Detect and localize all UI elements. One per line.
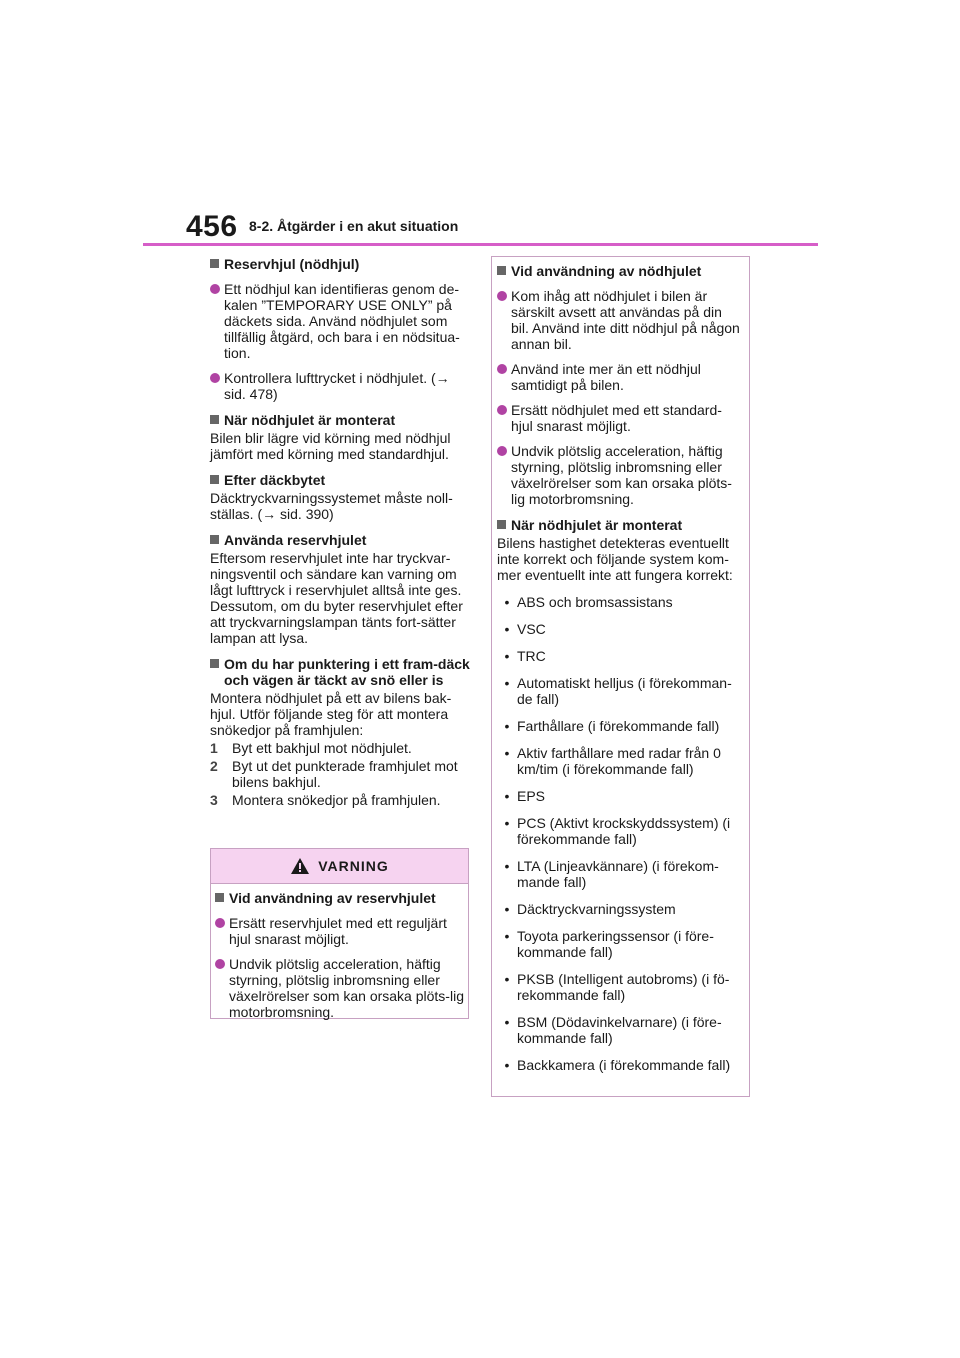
dot-marker: • bbox=[504, 621, 510, 637]
paragraph: Bilens hastighet detekteras eventuellt inte korrekt och följande system kom-mer eventuellt inte att fungera korrekt: bbox=[497, 535, 733, 583]
list-item bbox=[497, 971, 743, 1003]
list-item-text: Däcktryckvarningssystem bbox=[517, 901, 676, 917]
paragraph: Montera nödhjulet på ett av bilens bak-hjul. Utför följande steg för att montera snökedjor på framhjulen: bbox=[210, 690, 452, 738]
left-column bbox=[210, 256, 472, 808]
dot-marker: • bbox=[504, 675, 510, 691]
square-bullet-icon bbox=[210, 659, 219, 668]
circle-bullet-icon bbox=[210, 284, 220, 294]
list-item bbox=[497, 1057, 743, 1073]
circle-bullet-icon bbox=[497, 364, 507, 374]
section-title: 8-2. Åtgärder i en akut situation bbox=[249, 218, 459, 234]
list-item-text: PCS (Aktivt krockskyddssystem) (i förekommande fall) bbox=[517, 815, 731, 847]
step-number: 2 bbox=[210, 758, 218, 774]
step-item bbox=[210, 740, 472, 756]
list-item-text: EPS bbox=[517, 788, 546, 804]
list-item-text: Aktiv farthållare med radar från 0 km/tim (i förekommande fall) bbox=[517, 745, 721, 777]
list-item-text: LTA (Linjeavkännare) (i förekom-mande fall) bbox=[517, 858, 719, 890]
heading-text: När nödhjulet är monterat bbox=[224, 412, 396, 428]
warning-body bbox=[211, 884, 468, 1020]
heading-text: Vid användning av reservhjulet bbox=[229, 890, 436, 906]
dot-marker: • bbox=[504, 901, 510, 917]
dot-marker: • bbox=[504, 815, 510, 831]
list-item bbox=[497, 815, 743, 847]
dot-marker: • bbox=[504, 648, 510, 664]
info-box bbox=[491, 256, 750, 1097]
list-item bbox=[497, 1014, 743, 1046]
heading-text: Vid användning av nödhjulet bbox=[511, 263, 702, 279]
list-item-text: TRC bbox=[517, 648, 546, 664]
dot-marker: • bbox=[504, 1014, 510, 1030]
list-item-text: Toyota parkeringssensor (i före-kommande fall) bbox=[517, 928, 714, 960]
section-heading bbox=[210, 472, 472, 488]
square-bullet-icon bbox=[497, 520, 506, 529]
bullet-text: Undvik plötslig acceleration, häftig styrning, plötslig inbromsning eller växelrörelser som kan orsaka plöts-lig motorbromsning. bbox=[511, 443, 732, 507]
section-heading bbox=[210, 256, 472, 272]
bullet-item bbox=[497, 402, 743, 434]
step-number: 1 bbox=[210, 740, 218, 756]
header-rule bbox=[143, 243, 818, 246]
list-item-text: Farthållare (i förekommande fall) bbox=[517, 718, 720, 734]
section-heading bbox=[215, 890, 464, 906]
bullet-item bbox=[215, 956, 464, 1020]
circle-bullet-icon bbox=[210, 373, 220, 383]
section-heading bbox=[210, 412, 472, 428]
heading-text: Om du har punktering i ett fram-däck och vägen är täckt av snö eller is bbox=[224, 656, 470, 688]
dot-marker: • bbox=[504, 1057, 510, 1073]
list-item bbox=[497, 594, 743, 610]
bullet-item bbox=[497, 361, 743, 393]
circle-bullet-icon bbox=[215, 918, 225, 928]
bullet-item bbox=[215, 915, 464, 947]
heading-text: Reservhjul (nödhjul) bbox=[224, 256, 360, 272]
square-bullet-icon bbox=[210, 475, 219, 484]
list-item bbox=[497, 648, 743, 664]
dot-marker: • bbox=[504, 718, 510, 734]
step-text: Byt ut det punkterade framhjulet mot bilens bakhjul. bbox=[232, 758, 458, 790]
step-number: 3 bbox=[210, 792, 218, 808]
list-item-text: Backkamera (i förekommande fall) bbox=[517, 1057, 731, 1073]
bullet-text: Kom ihåg att nödhjulet i bilen är särskilt avsett att användas på din bil. Använd inte ditt nödhjul på någon annan bil. bbox=[511, 288, 740, 352]
circle-bullet-icon bbox=[497, 291, 507, 301]
step-text: Montera snökedjor på framhjulen. bbox=[232, 792, 441, 808]
bullet-text: Använd inte mer än ett nödhjul samtidigt på bilen. bbox=[511, 361, 701, 393]
list-item-text: ABS och bromsassistans bbox=[517, 594, 673, 610]
dot-marker: • bbox=[504, 928, 510, 944]
warning-triangle-icon bbox=[290, 857, 310, 875]
page-number: 456 bbox=[186, 210, 238, 243]
bullet-text: Ersätt nödhjulet med ett standard-hjul snarast möjligt. bbox=[511, 402, 722, 434]
list-item bbox=[497, 675, 743, 707]
dot-marker: • bbox=[504, 858, 510, 874]
bullet-text: Undvik plötslig acceleration, häftig styrning, plötslig inbromsning eller växelrörelser som kan orsaka plöts-lig motorbromsning. bbox=[229, 956, 464, 1020]
bullet-item bbox=[497, 288, 743, 352]
section-heading bbox=[210, 532, 472, 548]
square-bullet-icon bbox=[210, 415, 219, 424]
step-text: Byt ett bakhjul mot nödhjulet. bbox=[232, 740, 412, 756]
heading-text: Använda reservhjulet bbox=[224, 532, 367, 548]
step-item bbox=[210, 792, 472, 808]
list-item-text: BSM (Dödavinkelvarnare) (i före-kommande fall) bbox=[517, 1014, 722, 1046]
heading-text: När nödhjulet är monterat bbox=[511, 517, 683, 533]
section-heading bbox=[497, 517, 743, 533]
square-bullet-icon bbox=[215, 893, 224, 902]
list-item bbox=[497, 718, 743, 734]
list-item bbox=[497, 901, 743, 917]
section-heading bbox=[210, 656, 472, 688]
list-item bbox=[497, 621, 743, 637]
list-item bbox=[497, 745, 743, 777]
warning-heading: VARNING bbox=[318, 858, 389, 874]
circle-bullet-icon bbox=[215, 959, 225, 969]
paragraph: Däcktryckvarningssystemet måste noll-ställas. (→ sid. 390) bbox=[210, 490, 453, 522]
square-bullet-icon bbox=[210, 535, 219, 544]
list-item bbox=[497, 858, 743, 890]
dot-marker: • bbox=[504, 745, 510, 761]
list-item-text: PKSB (Intelligent autobroms) (i fö-rekommande fall) bbox=[517, 971, 730, 1003]
dot-marker: • bbox=[504, 594, 510, 610]
dot-marker: • bbox=[504, 788, 510, 804]
bullet-text: Kontrollera lufttrycket i nödhjulet. (→ sid. 478) bbox=[224, 370, 450, 402]
warning-box bbox=[210, 848, 469, 1019]
bullet-item bbox=[210, 370, 472, 402]
bullet-text: Ett nödhjul kan identifieras genom de-kalen ”TEMPORARY USE ONLY” på däckets sida. Använd nödhjulet som tillfällig åtgärd, och bara i en nödsitua-tion. bbox=[224, 281, 460, 361]
section-heading bbox=[497, 263, 743, 279]
circle-bullet-icon bbox=[497, 405, 507, 415]
square-bullet-icon bbox=[497, 266, 506, 275]
bullet-item bbox=[497, 443, 743, 507]
square-bullet-icon bbox=[210, 259, 219, 268]
dot-marker: • bbox=[504, 971, 510, 987]
bullet-text: Ersätt reservhjulet med ett reguljärt hjul snarast möjligt. bbox=[229, 915, 447, 947]
heading-text: Efter däckbytet bbox=[224, 472, 326, 488]
list-item-text: VSC bbox=[517, 621, 546, 637]
list-item bbox=[497, 928, 743, 960]
warning-header bbox=[211, 849, 468, 884]
list-item bbox=[497, 788, 743, 804]
step-item bbox=[210, 758, 472, 790]
list-item-text: Automatiskt helljus (i förekomman-de fall) bbox=[517, 675, 732, 707]
bullet-item bbox=[210, 281, 472, 361]
paragraph: Bilen blir lägre vid körning med nödhjul jämfört med körning med standardhjul. bbox=[210, 430, 451, 462]
paragraph: Eftersom reservhjulet inte har tryckvar-ningsventil och sändare kan varning om lågt lufttryck i reservhjulet alltså inte ges. Dessutom, om du byter reservhjulet efter att tryckvarningslampan tänts fort-sätter lampan att lysa. bbox=[210, 550, 463, 646]
circle-bullet-icon bbox=[497, 446, 507, 456]
